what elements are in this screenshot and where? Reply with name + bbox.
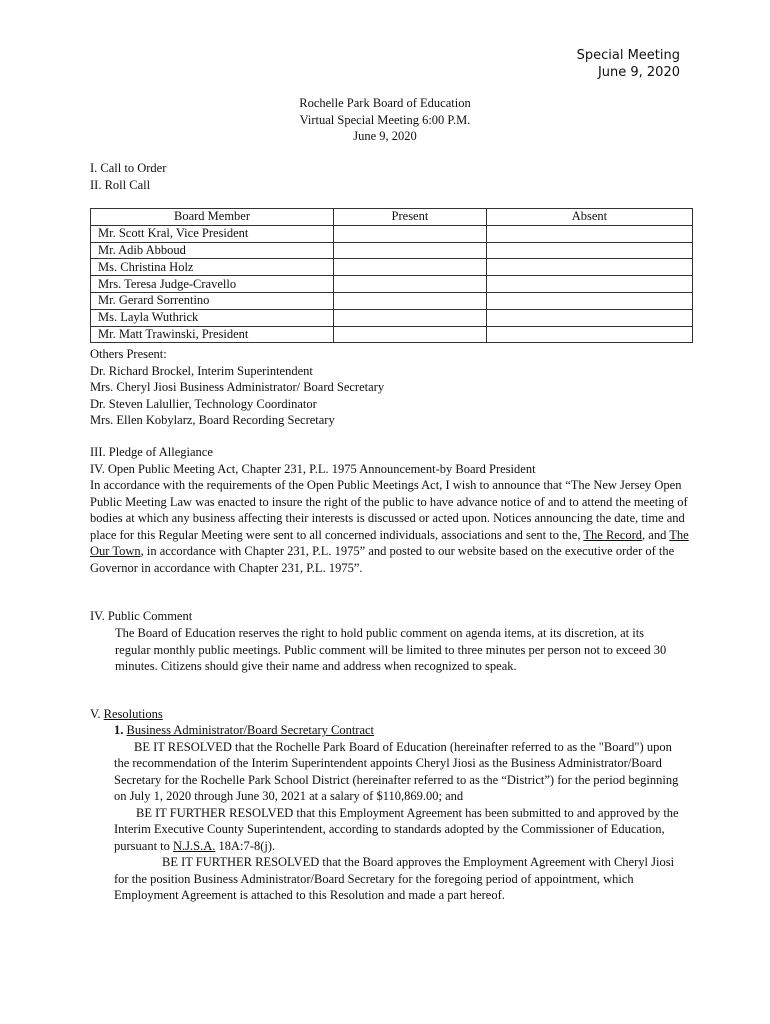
- absent-cell: [486, 326, 692, 343]
- others-present: [90, 346, 690, 429]
- roll-call-heading: II. Roll Call: [90, 177, 151, 192]
- column-header-absent: Absent: [486, 209, 692, 226]
- present-cell: [334, 292, 487, 309]
- resolution-paragraph-2: [114, 805, 684, 855]
- paragraph-2-text-b: 18A:7-8(j).: [215, 838, 276, 853]
- resolutions-heading: [90, 706, 690, 723]
- statute-reference: N.J.S.A.: [173, 838, 216, 853]
- table-row: [91, 309, 693, 326]
- column-header-member: Board Member: [91, 209, 334, 226]
- list-item: Dr. Steven Lalullier, Technology Coordinator: [90, 396, 317, 411]
- present-cell: [334, 326, 487, 343]
- list-item: Dr. Richard Brockel, Interim Superintendent: [90, 363, 313, 378]
- list-item: Mrs. Ellen Kobylarz, Board Recording Secretary: [90, 413, 335, 427]
- absent-cell: [486, 259, 692, 276]
- public-comment-heading: IV. Public Comment: [90, 609, 193, 623]
- present-cell: [334, 309, 487, 326]
- others-heading: Others Present:: [90, 347, 167, 361]
- statement-text-a: In accordance with the requirements of the Open Public Meetings Act, I wish to announce that “The New Jersey Open Public Meeting Law was enacted to insure the right of the public to have advance notice of and to attend the meeting of bodies at which any business affecting their interests is discussed or acted upon. Notices announcing the date, time and place for this Regular Meeting were sent to all concerned individuals, associations and sent to the,: [90, 478, 688, 542]
- table-row: [91, 225, 693, 242]
- pledge-heading: III. Pledge of Allegiance: [90, 445, 213, 459]
- absent-cell: [486, 276, 692, 293]
- statement-text-c: , in accordance with Chapter 231, P.L. 1975” and posted to our website based on the executive order of the Governor in accordance with Chapter 231, P.L. 1975”.: [90, 544, 675, 575]
- header-date: June 9, 2020: [597, 65, 680, 80]
- member-name: Mr. Matt Trawinski, President: [91, 326, 334, 343]
- table-row: [91, 242, 693, 259]
- newspaper-our-town: The Our Town: [90, 527, 689, 558]
- column-header-present: Present: [334, 209, 487, 226]
- open-meeting-statement: [90, 477, 690, 576]
- roll-call-table: [90, 208, 693, 343]
- present-cell: [334, 259, 487, 276]
- newspaper-record: The Record: [583, 527, 643, 542]
- paragraph-2-text-a: BE IT FURTHER RESOLVED that this Employment Agreement has been submitted to and approved by the Interim Executive County Superintendent, according to standards adopted by the Commissioner of Education, pursuant to: [114, 805, 679, 853]
- meeting-date: June 9, 2020: [353, 129, 417, 143]
- absent-cell: [486, 292, 692, 309]
- resolution-title-line: [114, 722, 684, 739]
- pledge-section: [90, 444, 690, 576]
- statement-text-b: , and: [642, 527, 670, 542]
- member-name: Mrs. Teresa Judge-Cravello: [91, 276, 334, 293]
- member-name: Mr. Scott Kral, Vice President: [91, 225, 334, 242]
- present-cell: [334, 242, 487, 259]
- absent-cell: [486, 309, 692, 326]
- organization-name: Rochelle Park Board of Education: [299, 96, 471, 110]
- meeting-type: Special Meeting: [576, 48, 680, 63]
- resolution-paragraph-3: BE IT FURTHER RESOLVED that the Board approves the Employment Agreement with Cheryl Jiosi for the position Business Administrator/Board Secretary for the foregoing period of appointment, which Employment Agreement is attached to this Resolution and made a part hereof.: [114, 855, 675, 902]
- member-name: Ms. Christina Holz: [91, 259, 334, 276]
- resolution-title: Business Administrator/Board Secretary Contract: [126, 723, 375, 737]
- title-block: [0, 95, 770, 145]
- meeting-title: Virtual Special Meeting 6:00 P.M.: [299, 112, 471, 127]
- resolutions-prefix: V.: [90, 707, 104, 721]
- page-header: [577, 47, 680, 81]
- table-header-row: [91, 209, 693, 226]
- public-comment-text: The Board of Education reserves the right to hold public comment on agenda items, at its discretion, at its regular monthly public meetings. Public comment will be limited to three minutes per person not to exceed 30 minutes. Citizens should give their name and address when recognized to speak.: [115, 626, 667, 673]
- member-name: Ms. Layla Wuthrick: [91, 309, 334, 326]
- member-name: Mr. Adib Abboud: [91, 242, 334, 259]
- call-to-order: I. Call to Order: [90, 161, 167, 175]
- present-cell: [334, 276, 487, 293]
- resolution-item: [114, 722, 684, 904]
- open-meeting-heading: IV. Open Public Meeting Act, Chapter 231, P.L. 1975 Announcement-by Board President: [90, 461, 536, 476]
- absent-cell: [486, 225, 692, 242]
- table-row: [91, 259, 693, 276]
- table-row: [91, 276, 693, 293]
- agenda-order: [90, 160, 690, 193]
- absent-cell: [486, 242, 692, 259]
- table-row: [91, 326, 693, 343]
- resolutions-title: Resolutions: [103, 707, 163, 721]
- resolution-paragraph-1: BE IT RESOLVED that the Rochelle Park Board of Education (hereinafter referred to as the "Board") upon the recommendation of the Interim Superintendent appoints Cheryl Jiosi as the Business Administrator/Board Secretary for the Rochelle Park School District (hereinafter referred to as the “District”) for the period beginning on July 1, 2020 through June 30, 2021 at a salary of $110,869.00; and: [114, 739, 679, 803]
- member-name: Mr. Gerard Sorrentino: [91, 292, 334, 309]
- list-item: Mrs. Cheryl Jiosi Business Administrator/ Board Secretary: [90, 380, 385, 394]
- resolution-number: 1.: [114, 723, 124, 737]
- present-cell: [334, 225, 487, 242]
- table-row: [91, 292, 693, 309]
